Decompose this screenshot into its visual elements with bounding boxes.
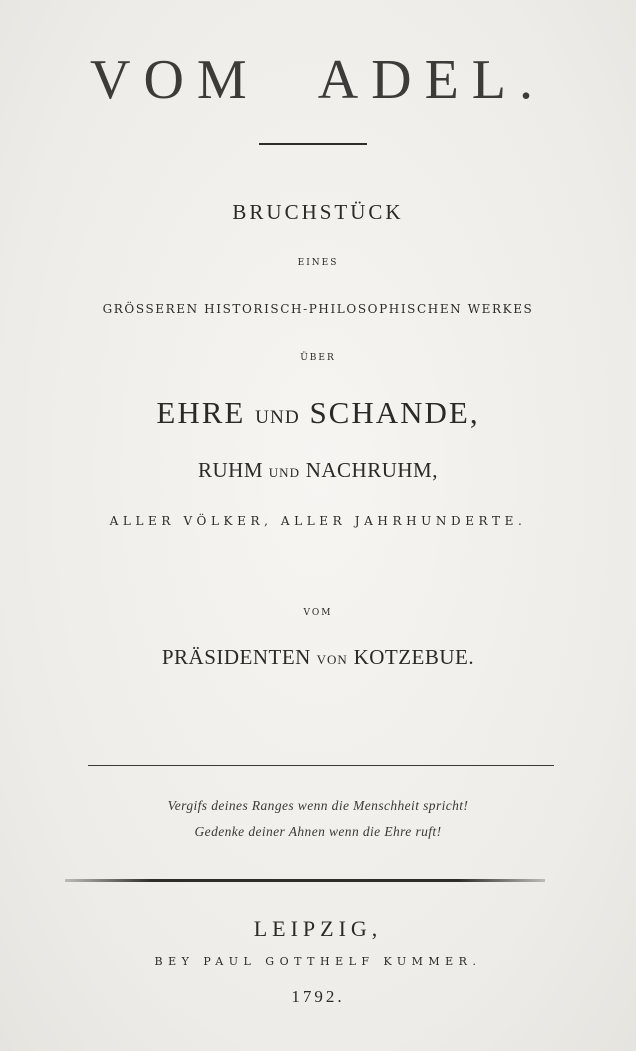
- author-line: [0, 645, 636, 670]
- imprint-place: LEIPZIG,: [253, 916, 383, 941]
- ehre-und: UND: [255, 407, 300, 428]
- eines-line: EINES: [297, 258, 339, 268]
- vom-line: VOM: [303, 608, 333, 618]
- work-description: GRÖSSEREN HISTORISCH-PHILOSOPHISCHEN WERKES: [102, 302, 534, 316]
- subtitle: BRUCHSTÜCK: [232, 200, 404, 224]
- author-von: VON: [316, 652, 348, 667]
- title-word-adel: ADEL.: [317, 49, 546, 111]
- aller-voelker-line: ALLER VÖLKER, ALLER JAHRHUNDERTE.: [109, 514, 527, 528]
- author-name: KOTZEBUE.: [353, 645, 475, 669]
- ueber-line: ÜBER: [300, 353, 336, 363]
- title-rule: [259, 143, 367, 145]
- motto-rule-top: [88, 765, 554, 766]
- motto-rule-bottom: [65, 879, 545, 882]
- schande-word: SCHANDE,: [309, 395, 480, 430]
- imprint-year: 1792.: [291, 987, 345, 1006]
- motto-line-1: Vergifs deines Ranges wenn die Menschheit spricht!: [167, 798, 469, 813]
- book-title: [0, 48, 636, 112]
- ruhm-word: RUHM: [198, 458, 264, 482]
- imprint-publisher: BEY PAUL GOTTHELF KUMMER.: [154, 955, 482, 968]
- title-word-vom: VOM: [90, 49, 260, 111]
- ehre-und-schande: [0, 395, 636, 431]
- nachruhm-word: NACHRUHM,: [305, 458, 438, 482]
- ehre-word: EHRE: [156, 395, 246, 430]
- ruhm-und-nachruhm: [0, 458, 636, 483]
- motto-line-2: Gedenke deiner Ahnen wenn die Ehre ruft!: [194, 824, 442, 839]
- author-title: PRÄSIDENTEN: [161, 645, 311, 669]
- ruhm-und: UND: [268, 465, 300, 480]
